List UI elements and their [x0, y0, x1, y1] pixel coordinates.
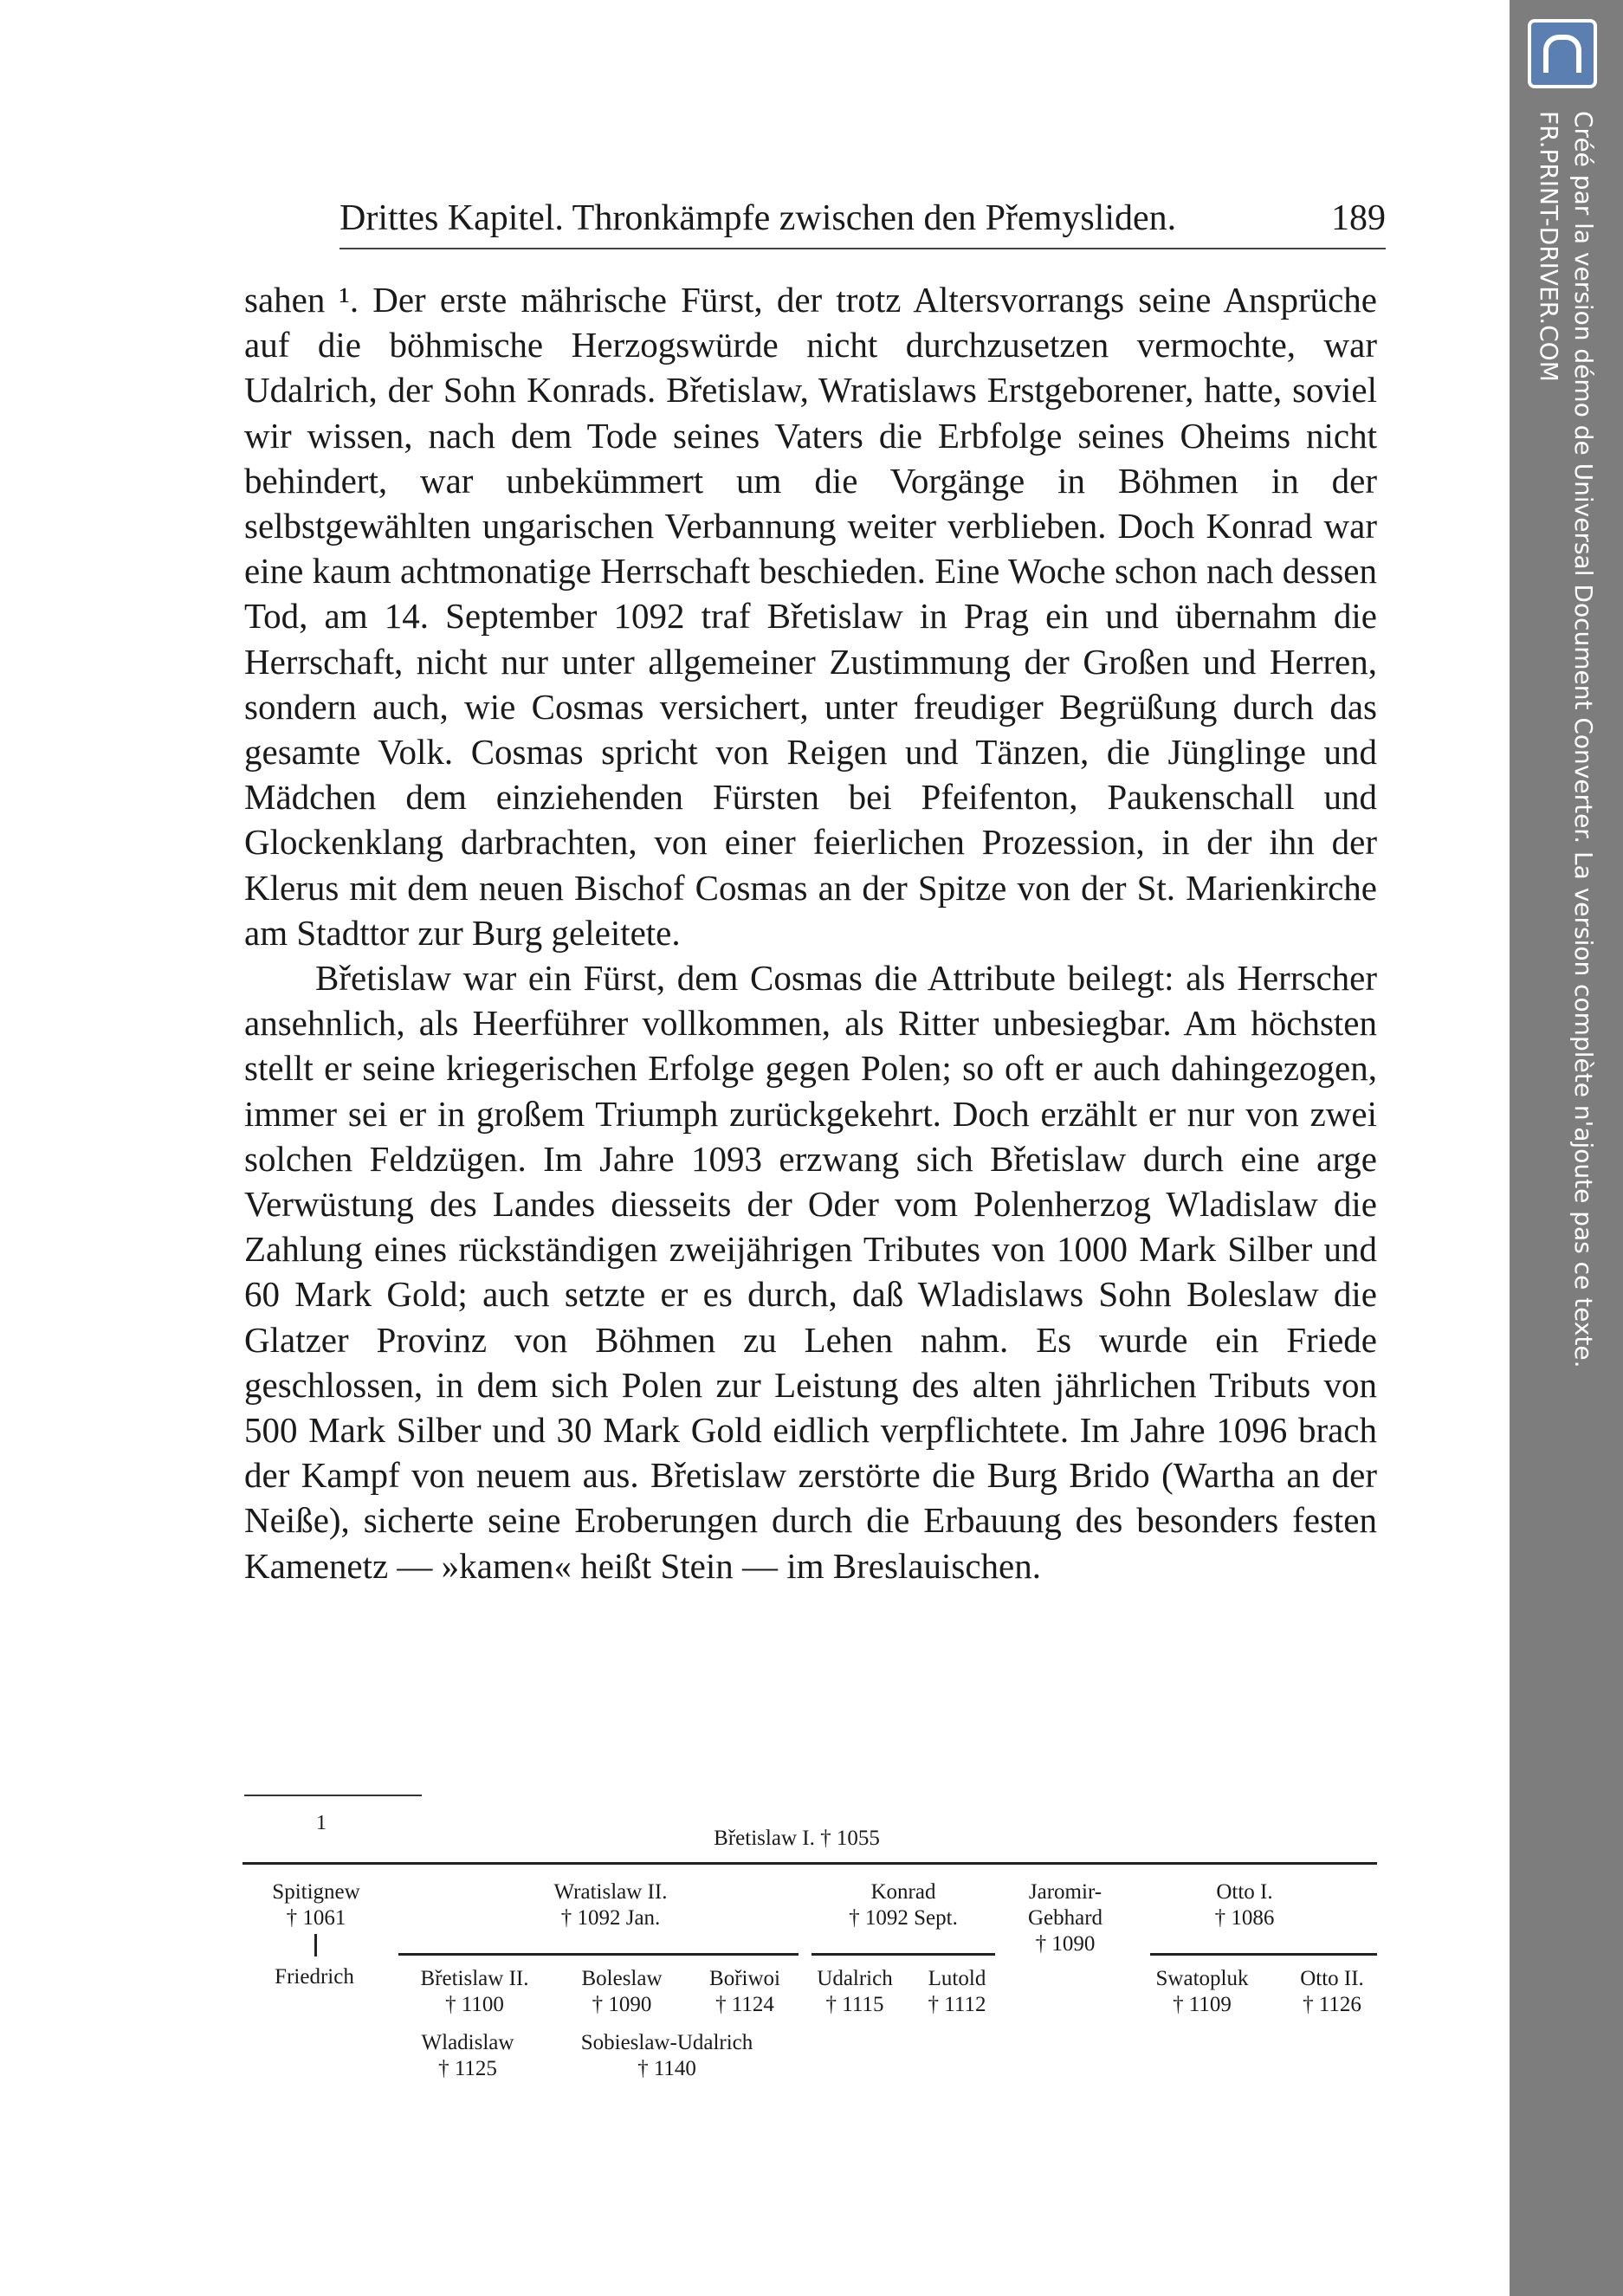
person-otto-i: Otto I. † 1086 [1214, 1880, 1275, 1930]
person-otto-ii: Otto II. † 1126 [1300, 1967, 1364, 2016]
paragraph-2: Břetislaw war ein Fürst, dem Cosmas die Attribute beilegt: als Herrscher ansehnlich, als Heerführer vollkommen, als Ritter unbesiegbar. Am höchsten stellt er seine kriegerischen Erfolge gegen Polen; so oft er auch dahingezogen, immer sei er in großem Triumph zurückgekehrt. Doch erzählt er nur von zwei solchen Feldzügen. Im Jahre 1093 erzwang sich Břetislaw durch eine arge Verwüstung des Landes diesseits der Oder vom Polenherzog Wladislaw die Zahlung eines rückständigen zweijährigen Tributes von 1000 Mark Silber und 60 Mark Gold; auch setzte er es durch, daß Wladislaws Sohn Boleslaw die Glatzer Provinz von Böhmen zu Lehen nahm. Es wurde ein Friede geschlossen, in dem sich Polen zur Leistung des alten jährlichen Tributs von 500 Mark Silber und 30 Mark Gold eidlich verpflichtete. Im Jahre 1096 brach der Kampf von neuem aus. Břetislaw zerstörte die Burg Brido (Wartha an der Neiße), sicherte seine Eroberungen durch die Erbauung des besonders festen Kamenetz — »kamen« heißt Stein — im Breslauischen. [244, 958, 1377, 1586]
person-spitignew: Spitignew † 1061 [272, 1880, 360, 1930]
genealogy-footnote [234, 1810, 1386, 2122]
paragraph-1: sahen ¹. Der erste mährische Fürst, der trotz Altersvorrangs seine Ansprüche auf die böhmische Herzogswürde nicht durchzusetzen vermochte, war Udalrich, der Sohn Konrads. Břetislaw, Wratislaws Erstgeborener, hatte, soviel wir wissen, nach dem Tode seines Vaters die Erbfolge seines Oheims nicht behindert, war unbekümmert um die Vorgänge in Böhmen in der selbstgewählten ungarischen Verbannung weiter verblieben. Doch Konrad war eine kaum achtmonatige Herrschaft beschieden. Eine Woche schon nach dessen Tod, am 14. September 1092 traf Břetislaw in Prag ein und übernahm die Herrschaft, nicht nur unter allgemeiner Zustimmung der Großen und Herren, sondern auch, wie Cosmas versichert, unter freudiger Begrüßung durch das gesamte Volk. Cosmas spricht von Reigen und Tänzen, die Jünglinge und Mädchen dem einziehenden Fürsten bei Pfeifenton, Paukenschall und Glockenklang darbrachten, von einer feierlichen Prozession, in der ihn der Klerus mit dem neuen Bischof Cosmas an der Spitze von der St. Marienkirche am Stadttor zur Burg geleitete. [244, 280, 1377, 953]
otto-brace [1150, 1953, 1377, 1963]
converter-logo-icon [1528, 19, 1597, 88]
konrad-brace [812, 1953, 995, 1963]
footnote-marker: 1 [316, 1812, 327, 1834]
spitignew-line [314, 1934, 317, 1956]
person-wratislaw-ii: Wratislaw II. † 1092 Jan. [553, 1880, 668, 1930]
person-lutold: Lutold † 1112 [928, 1967, 986, 2016]
person-wladislaw: Wladislaw † 1125 [421, 2031, 514, 2080]
person-jaromir-gebhard: Jaromir- Gebhard † 1090 [1027, 1880, 1103, 1956]
person-friedrich: Friedrich [275, 1965, 354, 1989]
watermark-line-1: Créé par la version démo de Universal Document Converter. La version complète n'ajoute pas ce texte. [1569, 111, 1598, 1368]
root-brace [242, 1862, 1377, 1872]
main-text [244, 277, 1377, 1588]
wratislaw-brace [398, 1953, 799, 1963]
watermark-line-2: FR.PRINT-DRIVER.COM [1535, 111, 1563, 382]
footnote-rule [244, 1795, 422, 1796]
chapter-title: Drittes Kapitel. Thronkämpfe zwischen den Přemysliden. [339, 198, 1177, 238]
person-konrad: Konrad † 1092 Sept. [849, 1880, 958, 1930]
person-sobieslaw-udalrich: Sobieslaw-Udalrich † 1140 [580, 2031, 753, 2080]
watermark-text [1531, 111, 1600, 1368]
person-swatopluk: Swatopluk † 1109 [1155, 1967, 1249, 2016]
page-number: 189 [1331, 198, 1386, 238]
person-boleslaw: Boleslaw † 1090 [581, 1967, 663, 2016]
header-rule [339, 248, 1386, 249]
tree-root: Břetislaw I. † 1055 [714, 1827, 880, 1850]
running-header [339, 192, 1386, 244]
person-boriwoi: Bořiwoi † 1124 [709, 1967, 780, 2016]
person-udalrich: Udalrich † 1115 [817, 1967, 893, 2016]
person-bretislaw-ii: Břetislaw II. † 1100 [420, 1967, 529, 2016]
